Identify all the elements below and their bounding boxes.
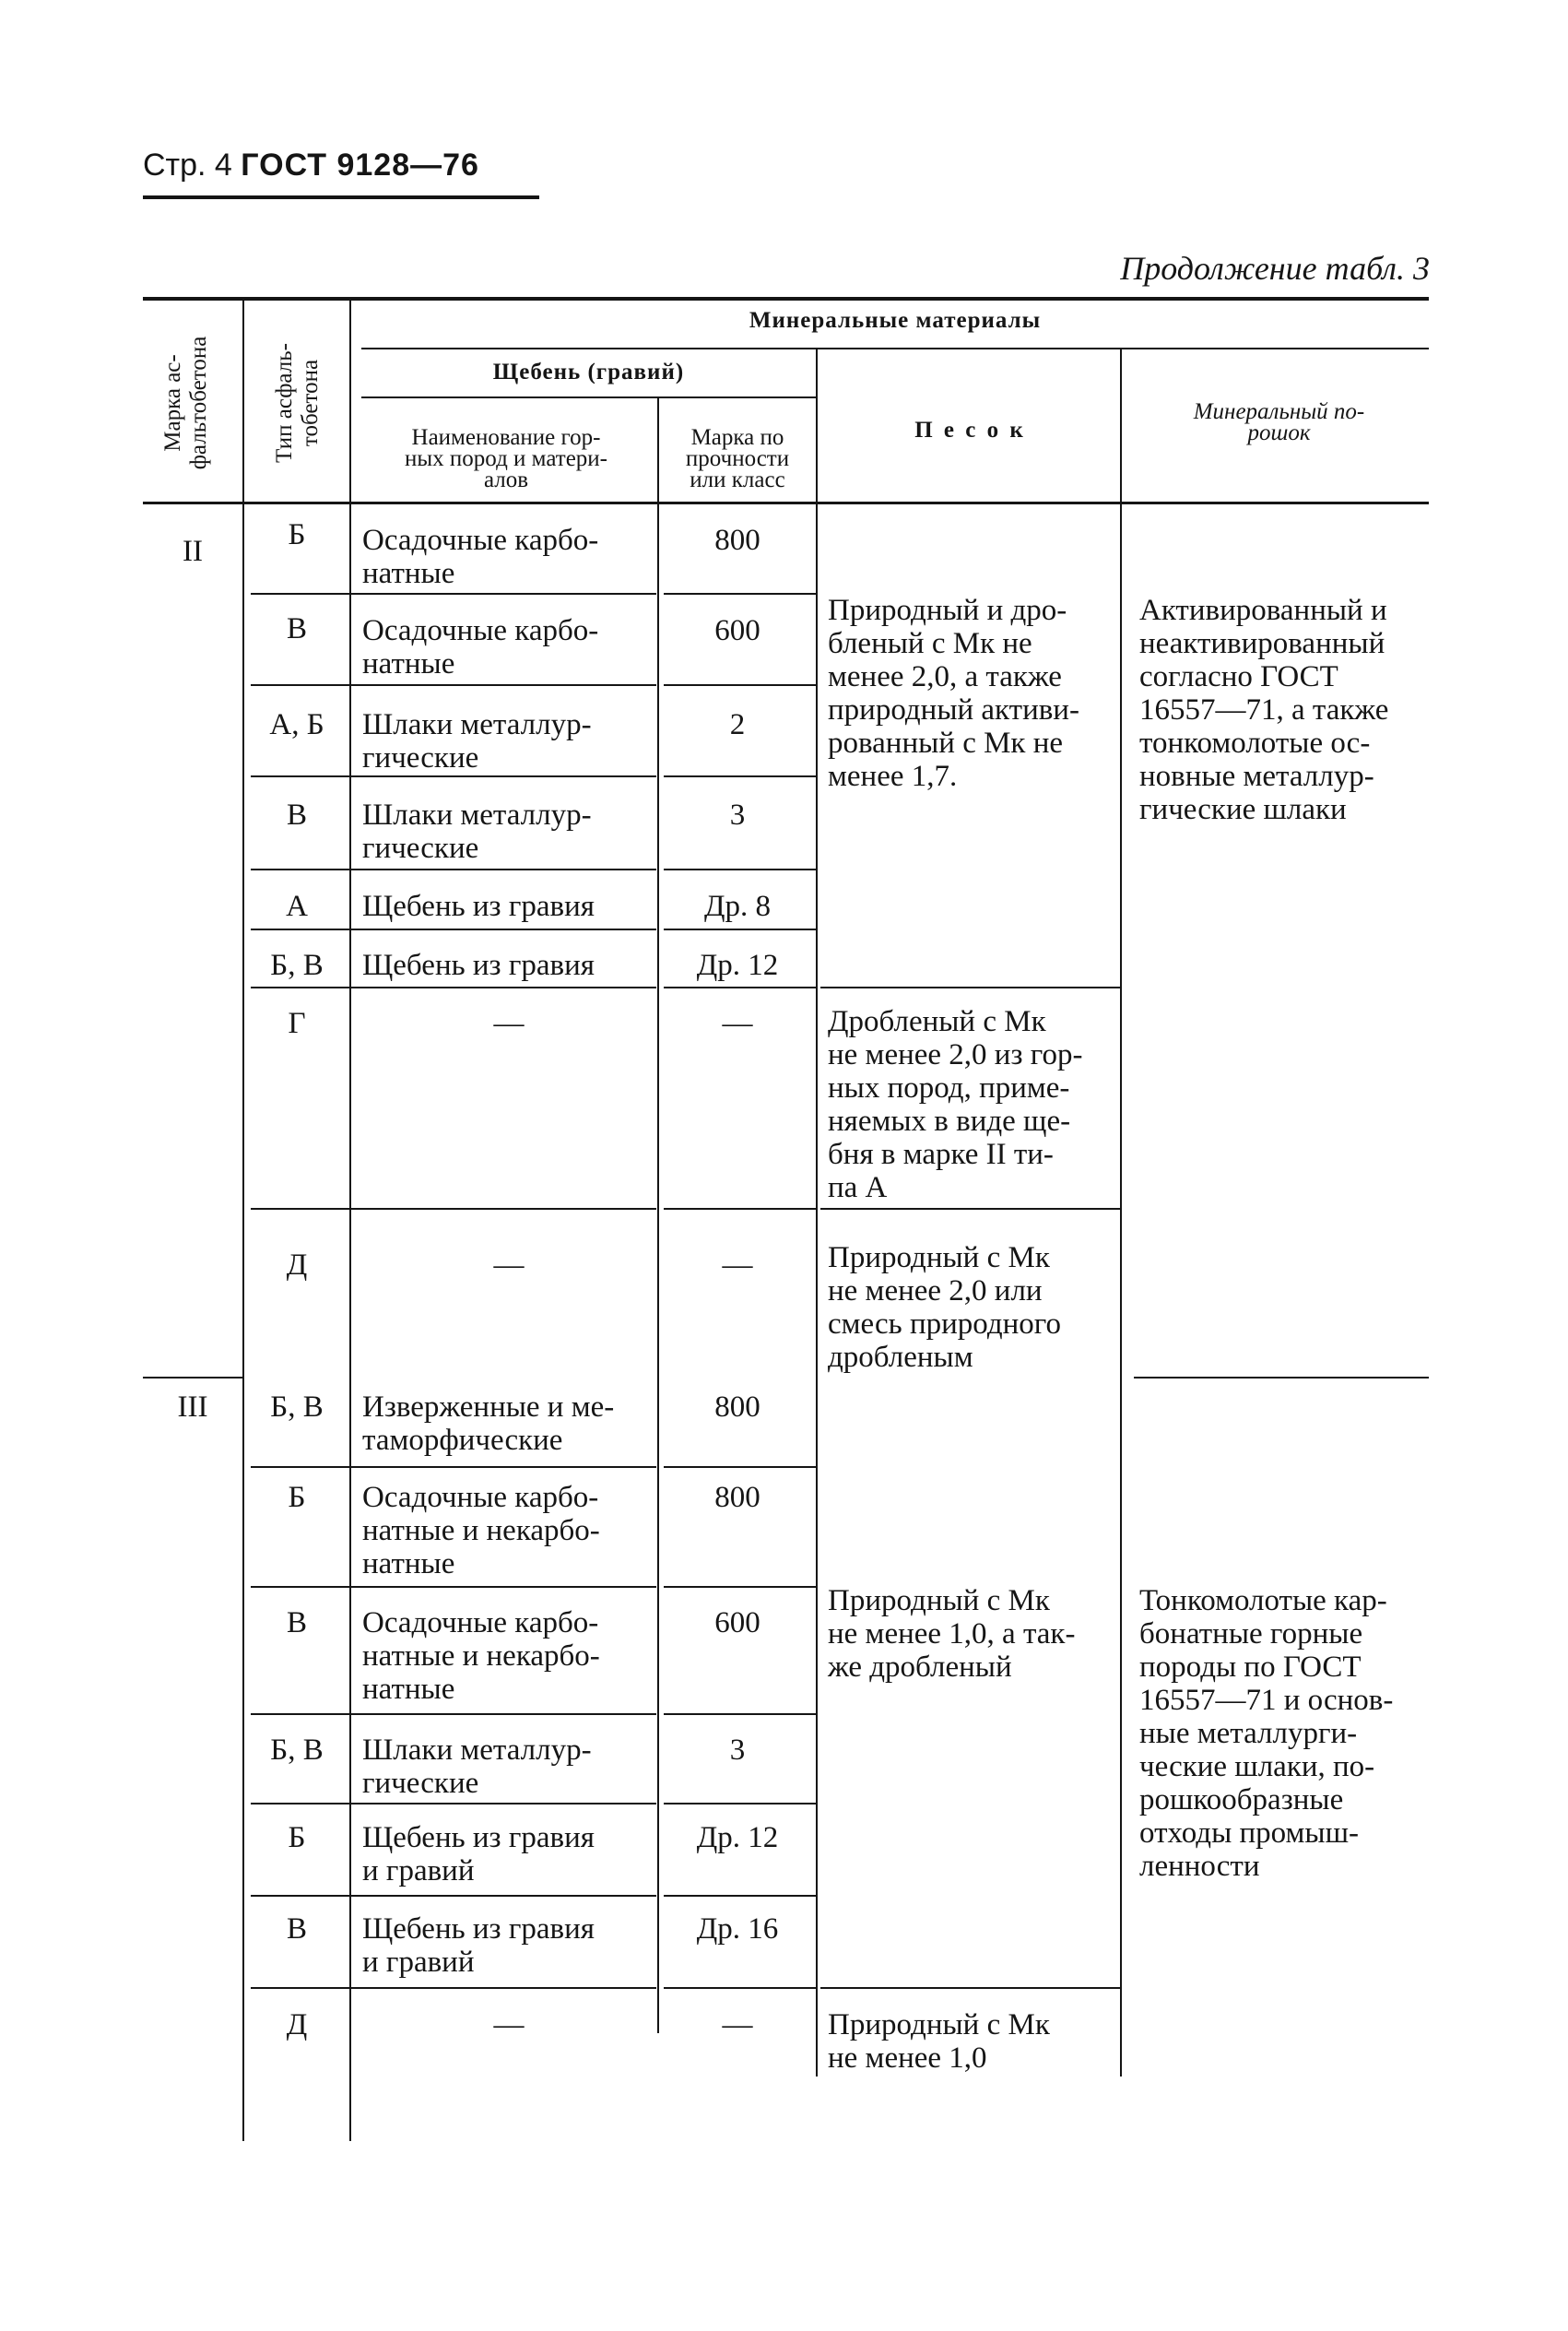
col-rule-5 [1120,348,1122,2077]
rock-cell: — [493,1007,525,1040]
type-cell: А, Б [269,708,324,741]
strength-cell: 800 [714,524,760,557]
header-mineral-materials: Минеральные материалы [749,308,1042,333]
rock-cell: Осадочные карбо- натные и некарбо- натные [362,1606,600,1706]
grade-ii-label: II [183,535,203,568]
row-rule [664,593,816,595]
strength-cell: 600 [714,1606,760,1639]
table-continuation-label: Продолжение табл. 3 [1120,250,1430,287]
rock-cell: Щебень из гравия и гравий [362,1912,595,1979]
type-cell: В [286,1912,307,1946]
strength-cell: 3 [729,1733,746,1767]
type-cell: Б, В [270,1390,324,1424]
powder-cell: Тонкомолотые кар- бонатные горные породы по ГОСТ 16557—71 и основ- ные металлурги- ческие шлаки, по- рошкообразные отходы промыш- ленности [1139,1584,1394,1883]
row-rule [664,987,816,988]
row-rule [251,1803,656,1804]
standard-number: ГОСТ 9128—76 [241,148,479,183]
header-mineral-powder: Минеральный по- рошок [1193,399,1365,445]
row-rule [664,1895,816,1897]
strength-cell: 800 [714,1390,760,1424]
row-rule [664,1987,816,1989]
row-rule [251,684,656,686]
strength-cell: Др. 16 [696,1912,779,1946]
grade-separator-left [143,1377,244,1378]
row-rule [251,929,656,930]
type-cell: Б [288,1481,306,1514]
sand-cell: Природный с Мк не менее 1,0, а так- же дробленый [828,1584,1076,1684]
col-rule-2 [349,297,351,2141]
rock-cell: Изверженные и ме- таморфические [362,1390,615,1457]
rock-cell: Шлаки металлур- гические [362,1733,592,1800]
row-rule [664,929,816,930]
row-rule [251,1987,656,1989]
header-rule [143,195,539,199]
strength-cell: Др. 12 [696,949,779,982]
type-cell: В [286,1606,307,1639]
type-cell: Б, В [270,1733,324,1767]
row-rule [664,869,816,870]
strength-cell: Др. 12 [696,1821,779,1854]
row-rule [251,1895,656,1897]
row-rule [251,1713,656,1715]
row-rule [664,1713,816,1715]
type-cell: Б [288,518,306,551]
strength-cell: 600 [714,614,760,647]
grade-separator-right [1134,1377,1429,1378]
row-rule [664,684,816,686]
strength-cell: 2 [729,708,746,741]
row-rule [251,869,656,870]
rock-cell: — [493,1248,525,1282]
strength-cell: — [722,2008,753,2041]
header-crushed-stone: Щебень (гравий) [492,360,685,385]
header-type: Тип асфаль- тобетона [272,343,323,463]
type-cell: Б, В [270,949,324,982]
grade-iii-label: III [177,1390,208,1424]
sand-cell: Природный и дро- бленый с Мк не менее 2,0, а также природный активи- рованный с Мк не менее 1,7. [828,594,1079,793]
rock-cell: Осадочные карбо- натные [362,614,599,680]
rock-cell: Щебень из гравия [362,890,595,923]
type-cell: Б [288,1821,306,1854]
sand-cell: Дробленый с Мк не менее 2,0 из гор- ных пород, приме- няемых в виде ще- бня в марке II ти- па А [828,1005,1083,1204]
row-rule [251,775,656,777]
strength-cell: — [722,1248,753,1282]
rock-cell: Шлаки металлур- гические [362,799,592,865]
type-cell: В [286,612,307,645]
row-rule [251,593,656,595]
row-rule [251,987,656,988]
row-rule [664,1803,816,1804]
row-rule [664,1466,816,1468]
row-rule [820,1208,1120,1210]
rock-cell: Щебень из гравия и гравий [362,1821,595,1887]
header-grade: Марка ас- фальтобетона [160,336,211,470]
col-rule-1 [242,297,244,2141]
strength-cell: — [722,1007,753,1040]
row-rule [251,1208,656,1210]
row-rule [664,1586,816,1588]
table-top-rule [143,297,1429,301]
type-cell: Д [286,1248,308,1282]
rock-cell: Щебень из гравия [362,949,595,982]
header-strength-grade: Марка по прочности или класс [685,425,790,492]
powder-cell: Активированный и неактивированный согласно ГОСТ 16557—71, а также тонкомолотые ос- новные металлур- гические шлаки [1139,594,1389,826]
strength-cell: 800 [714,1481,760,1514]
page-number: Стр. 4 [143,148,232,183]
row-rule [251,1586,656,1588]
sand-cell: Природный с Мк не менее 1,0 [828,2008,1050,2075]
row-rule [664,1208,816,1210]
rock-cell: Осадочные карбо- натные и некарбо- натные [362,1481,600,1580]
type-cell: Г [288,1007,306,1040]
type-cell: Д [286,2008,308,2041]
col-rule-4 [816,348,818,2077]
rock-cell: Шлаки металлур- гические [362,708,592,775]
strength-cell: Др. 8 [703,890,771,923]
page-header [143,148,479,183]
rock-cell: — [493,2008,525,2041]
mineral-header-rule [361,348,1429,349]
sand-cell: Природный с Мк не менее 2,0 или смесь природного дробленым [828,1241,1061,1374]
header-sand: П е с о к [914,418,1026,443]
type-cell: А [286,890,308,923]
strength-cell: 3 [729,799,746,832]
crushed-header-rule [361,396,816,398]
header-rock-name: Наименование гор- ных пород и матери- алов [404,425,607,492]
row-rule [664,775,816,777]
row-rule [820,987,1120,988]
rock-cell: Осадочные карбо- натные [362,524,599,590]
header-bottom-rule [143,502,1429,504]
type-cell: В [286,799,307,832]
row-rule [251,1466,656,1468]
row-rule [820,1987,1120,1989]
